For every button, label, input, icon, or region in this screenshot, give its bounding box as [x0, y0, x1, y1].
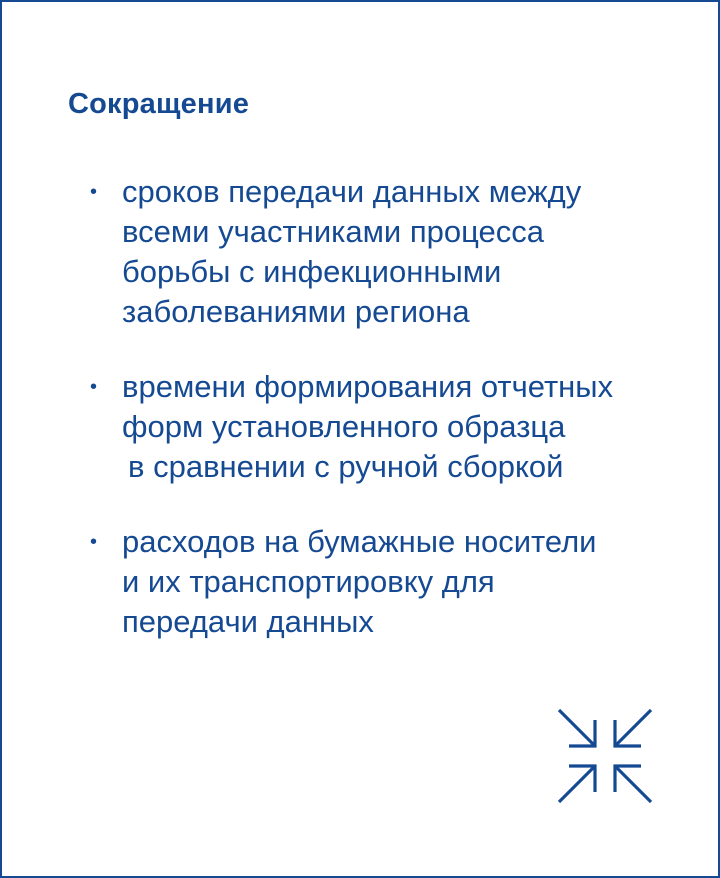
list-item-line: в сравнении с ручной сборкой	[128, 449, 564, 484]
list-item-line: расходов на бумажные носители	[122, 524, 597, 559]
arrow-top-left	[559, 710, 595, 746]
list-item-line: борьбы с инфекционными	[122, 254, 502, 289]
card-title: Сокращение	[68, 88, 250, 120]
list-item-line: и их транспортировку для	[122, 564, 495, 599]
list-item-line: форм установленного образца	[122, 409, 566, 444]
bullet-icon: •	[90, 531, 98, 553]
bullet-icon: •	[90, 376, 98, 398]
arrow-bottom-left	[559, 766, 595, 802]
compress-arrows-icon	[555, 706, 655, 806]
list-item-line: сроков передачи данных между	[122, 174, 582, 209]
list-item-line: передачи данных	[122, 604, 374, 639]
list-item	[86, 522, 706, 642]
arrow-top-right	[615, 710, 651, 746]
list-item-line: заболеваниями региона	[122, 294, 470, 329]
list-item-line: времени формирования отчетных	[122, 369, 614, 404]
bullet-icon: •	[90, 181, 98, 203]
arrow-bottom-right	[615, 766, 651, 802]
list-item-line: всеми участниками процесса	[122, 214, 545, 249]
list-item	[86, 172, 706, 332]
list-item	[86, 367, 706, 487]
reduction-list	[86, 172, 706, 677]
